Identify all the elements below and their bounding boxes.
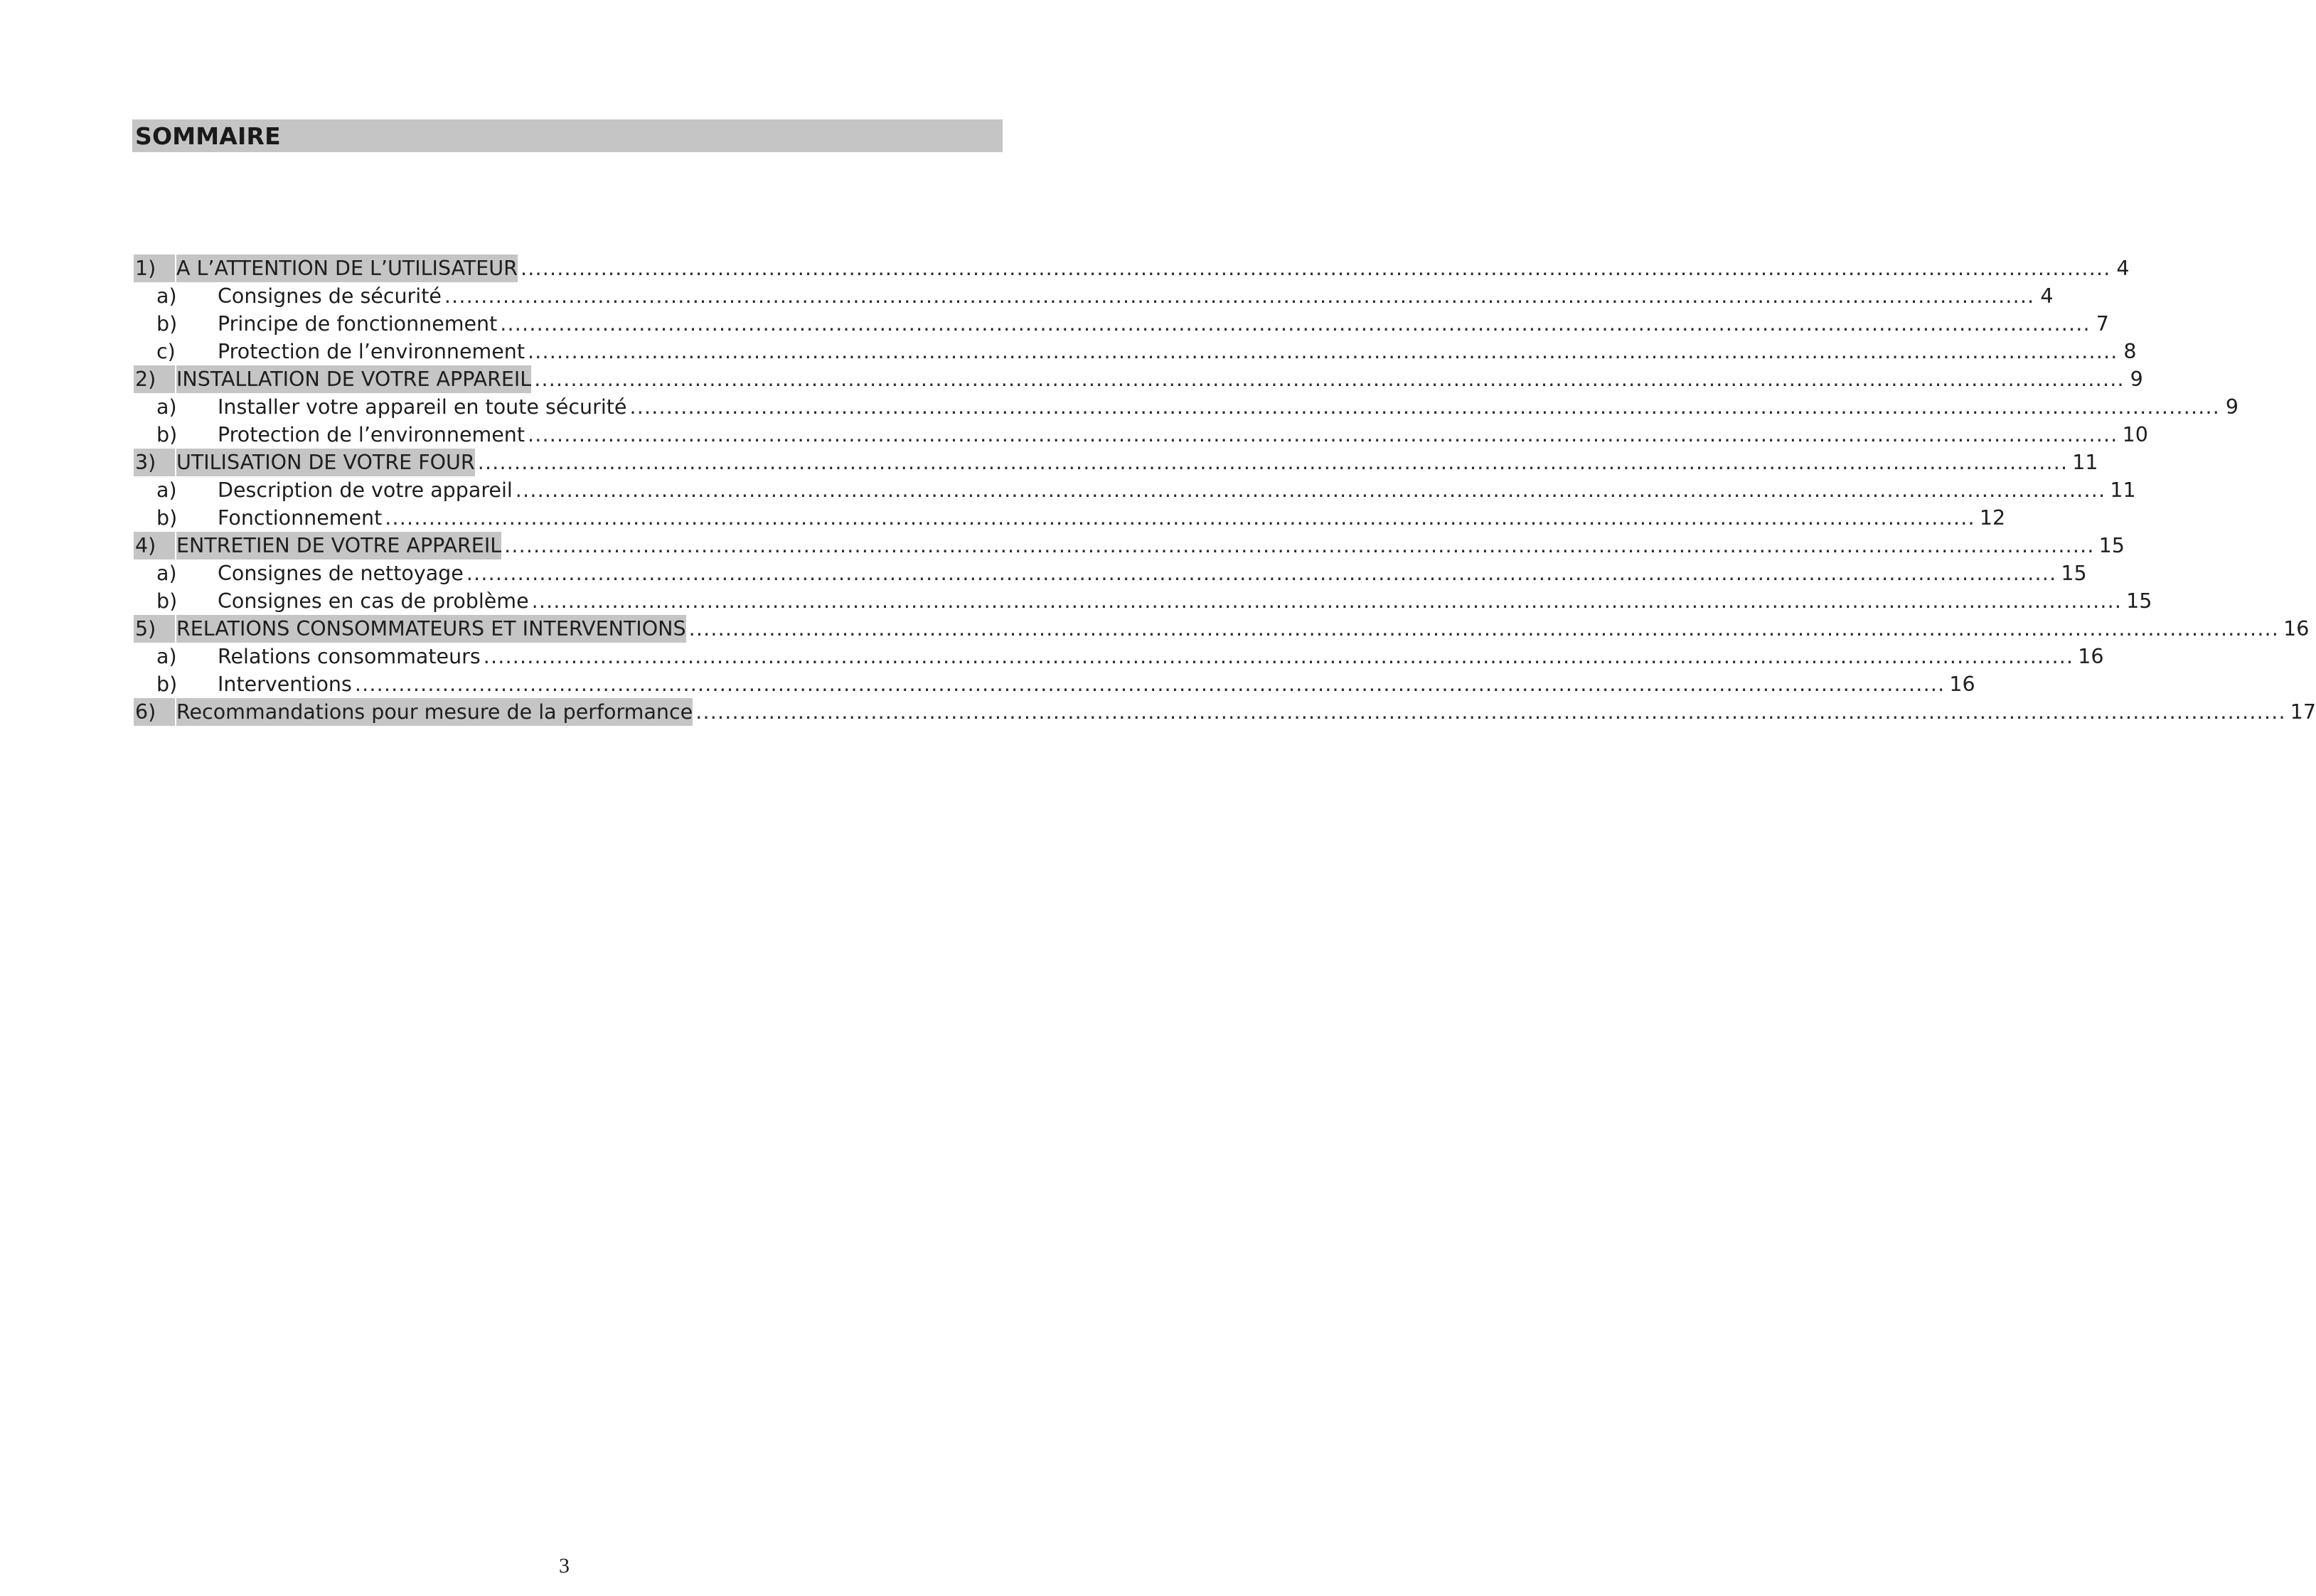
toc-entry-title: INSTALLATION DE VOTRE APPAREIL [176,365,531,393]
toc-entry-title: UTILISATION DE VOTRE FOUR [176,449,475,476]
toc-entry[interactable] [134,310,2109,338]
toc-entry-number: b) [156,673,178,696]
toc-entry[interactable] [134,338,2137,365]
toc-entry-number: a) [156,395,177,419]
toc-entry[interactable] [134,615,2310,643]
toc-entry-title: RELATIONS CONSOMMATEURS ET INTERVENTIONS [176,615,686,643]
toc-entry-number: a) [156,562,177,585]
toc-entry-title: Recommandations pour mesure de la performance [176,698,693,726]
toc-leader-dots: .......................................................................................................................................................................................................................... [500,312,2091,336]
toc-entry-page: 11 [2110,478,2136,502]
toc-leader-dots: .......................................................................................................................................................................................................................... [483,645,2074,668]
toc-entry-number: 3) [134,449,175,476]
toc-entry[interactable] [134,393,2239,421]
toc-entry-number: b) [156,589,178,613]
toc-entry-title: Consignes de sécurité [218,284,442,308]
toc-entry-page: 4 [2040,284,2054,308]
toc-entry-title: Interventions [218,673,352,696]
toc-entry[interactable] [134,643,2104,670]
toc-entry-title: A L’ATTENTION DE L’UTILISATEUR [176,255,518,282]
toc-leader-dots: .......................................................................................................................................................................................................................... [528,423,2118,446]
toc-entry[interactable] [134,670,1975,698]
toc-leader-dots: .......................................................................................................................................................................................................................... [354,673,1946,696]
toc-leader-dots: .......................................................................................................................................................................................................................... [629,395,2221,419]
page-number: 3 [559,1554,570,1578]
toc-entry-number: 4) [134,532,175,559]
toc-leader-dots: .......................................................................................................................................................................................................................... [504,534,2095,557]
toc-entry[interactable] [134,587,2152,615]
toc-leader-dots: .......................................................................................................................................................................................................................... [688,617,2280,641]
toc-entry[interactable] [134,449,2098,476]
toc-leader-dots: .......................................................................................................................................................................................................................... [528,340,2118,363]
toc-entry-page: 10 [2122,423,2148,446]
toc-entry-number: b) [156,506,178,530]
toc-entry[interactable] [134,559,2087,587]
toc-entry-title: Description de votre appareil [218,478,513,502]
toc-leader-dots: .......................................................................................................................................................................................................................... [520,257,2111,280]
heading-band [132,119,1003,152]
toc-entry-title: Installer votre appareil en toute sécurité [218,395,627,419]
toc-leader-dots: .......................................................................................................................................................................................................................... [466,562,2057,585]
toc-entry-title: Principe de fonctionnement [218,312,498,336]
toc-entry-number: 5) [134,615,175,643]
toc-entry[interactable] [134,421,2148,449]
toc-entry-page: 7 [2096,312,2109,336]
toc-entry-number: b) [156,312,178,336]
toc-entry-number: a) [156,645,177,668]
toc-entry-title: Fonctionnement [218,506,383,530]
toc-leader-dots: .......................................................................................................................................................................................................................... [385,506,1975,530]
toc-entry[interactable] [134,504,2006,532]
toc-entry-title: Protection de l’environnement [218,340,525,363]
toc-entry-page: 9 [2225,395,2239,419]
toc-entry-title: ENTRETIEN DE VOTRE APPAREIL [176,532,501,559]
toc-entry-page: 17 [2290,700,2316,724]
toc-leader-dots: .......................................................................................................................................................................................................................... [515,478,2106,502]
toc-entry-page: 15 [2061,562,2087,585]
toc-leader-dots: .......................................................................................................................................................................................................................... [477,451,2069,474]
toc-entry-page: 8 [2123,340,2137,363]
toc-entry-number: c) [156,340,176,363]
toc-entry-page: 16 [1949,673,1975,696]
toc-entry-number: a) [156,478,177,502]
toc-entry-number: 1) [134,255,175,282]
toc-entry-page: 4 [2116,257,2130,280]
toc-entry-page: 16 [2283,617,2310,641]
toc-entry[interactable] [134,255,2130,282]
toc-entry-title: Protection de l’environnement [218,423,525,446]
toc-leader-dots: .......................................................................................................................................................................................................................... [444,284,2035,308]
toc-entry-title: Consignes en cas de problème [218,589,529,613]
toc-entry[interactable] [134,365,2143,393]
toc-leader-dots: .......................................................................................................................................................................................................................... [531,589,2123,613]
toc-entry[interactable] [134,698,2316,726]
table-of-contents [134,255,2316,726]
toc-entry-page: 15 [2126,589,2152,613]
toc-entry-title: Relations consommateurs [218,645,481,668]
toc-entry[interactable] [134,282,2054,310]
toc-entry-number: b) [156,423,178,446]
toc-leader-dots: .......................................................................................................................................................................................................................... [534,368,2125,391]
toc-entry[interactable] [134,532,2125,559]
toc-entry-page: 16 [2078,645,2104,668]
toc-entry-page: 12 [1979,506,2006,530]
toc-entry[interactable] [134,476,2136,504]
toc-entry-number: a) [156,284,177,308]
toc-entry-number: 6) [134,698,175,726]
page-title: SOMMAIRE [135,122,281,150]
toc-entry-page: 15 [2098,534,2125,557]
toc-entry-page: 11 [2072,451,2098,474]
toc-leader-dots: .......................................................................................................................................................................................................................... [695,700,2286,724]
toc-entry-title: Consignes de nettoyage [218,562,464,585]
toc-entry-number: 2) [134,365,175,393]
toc-entry-page: 9 [2130,368,2143,391]
